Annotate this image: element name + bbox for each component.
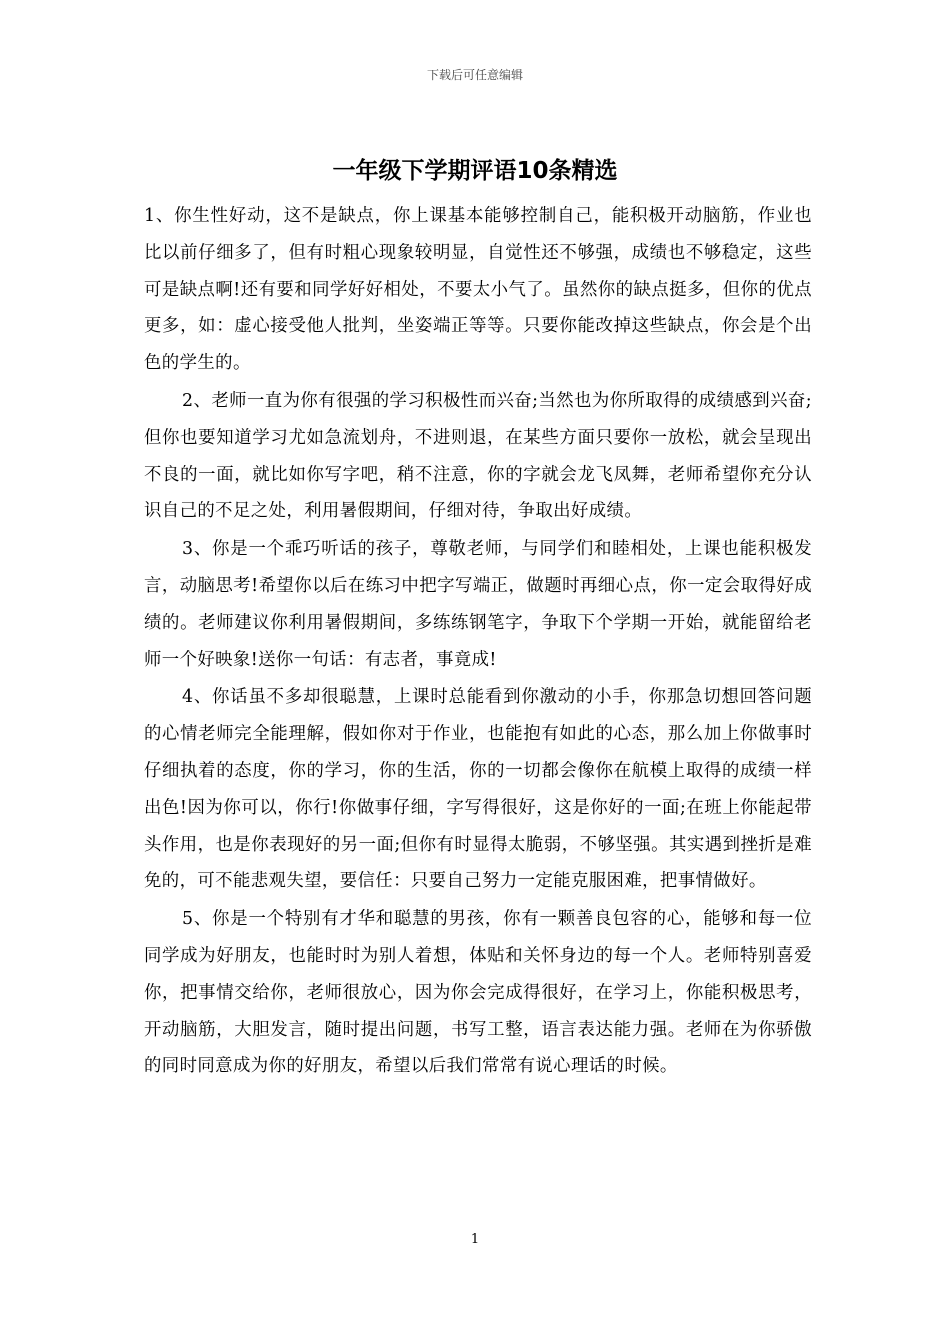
page-number: 1 <box>470 1232 480 1247</box>
paragraph-4: 4、你话虽不多却很聪慧，上课时总能看到你激动的小手，你那急切想回答问题的心情老师完全能理解，假如你对于作业，也能抱有如此的心态，那么加上你做事时仔细执着的态度，你的学习，你的生活，你的一切都会像你在航模上取得的成绩一样出色!因为你可以，你行!你做事仔细，字写得很好，这是你好的一面;在班上你能起带头作用，也是你表现好的另一面;但你有时显得太脆弱，不够坚强。其实遇到挫折是难免的，可不能悲观失望，要信任：只要自己努力一定能克服困难，把事情做好。 <box>144 687 812 892</box>
paragraph-5: 5、你是一个特别有才华和聪慧的男孩，你有一颗善良包容的心，能够和每一位同学成为好朋友，也能时时为别人着想，体贴和关怀身边的每一个人。老师特别喜爱你，把事情交给你，老师很放心，因为你会完成得很好，在学习上，你能积极思考，开动脑筋，大胆发言，随时提出问题，书写工整，语言表达能力强。老师在为你骄傲的同时同意成为你的好朋友，希望以后我们常常有说心理话的时候。 <box>144 909 812 1077</box>
paragraph-3: 3、你是一个乖巧听话的孩子，尊敬老师，与同学们和睦相处，上课也能积极发言，动脑思考!希望你以后在练习中把字写端正，做题时再细心点，你一定会取得好成绩的。老师建议你利用暑假期间，多练练钢笔字，争取下个学期一开始，就能留给老师一个好映象!送你一句话：有志者，事竟成! <box>144 539 812 670</box>
paragraph-2: 2、老师一直为你有很强的学习积极性而兴奋;当然也为你所取得的成绩感到兴奋;但你也要知道学习尤如急流划舟，不进则退，在某些方面只要你一放松，就会呈现出不良的一面，就比如你写字吧，稍不注意，你的字就会龙飞凤舞，老师希望你充分认识自己的不足之处，利用暑假期间，仔细对待，争取出好成绩。 <box>144 390 812 522</box>
document-title: 一年级下学期评语10条精选 <box>332 158 618 184</box>
header-note: 下载后可任意编辑 <box>426 68 523 82</box>
document-body <box>144 198 812 1086</box>
paragraph-1: 1、你生性好动，这不是缺点，你上课基本能够控制自己，能积极开动脑筋，作业也比以前仔细多了，但有时粗心现象较明显，自觉性还不够强，成绩也不够稳定，这些可是缺点啊!还有要和同学好好相处，不要太小气了。虽然你的缺点挺多，但你的优点更多，如：虚心接受他人批判，坐姿端正等等。只要你能改掉这些缺点，你会是个出色的学生的。 <box>144 206 812 374</box>
